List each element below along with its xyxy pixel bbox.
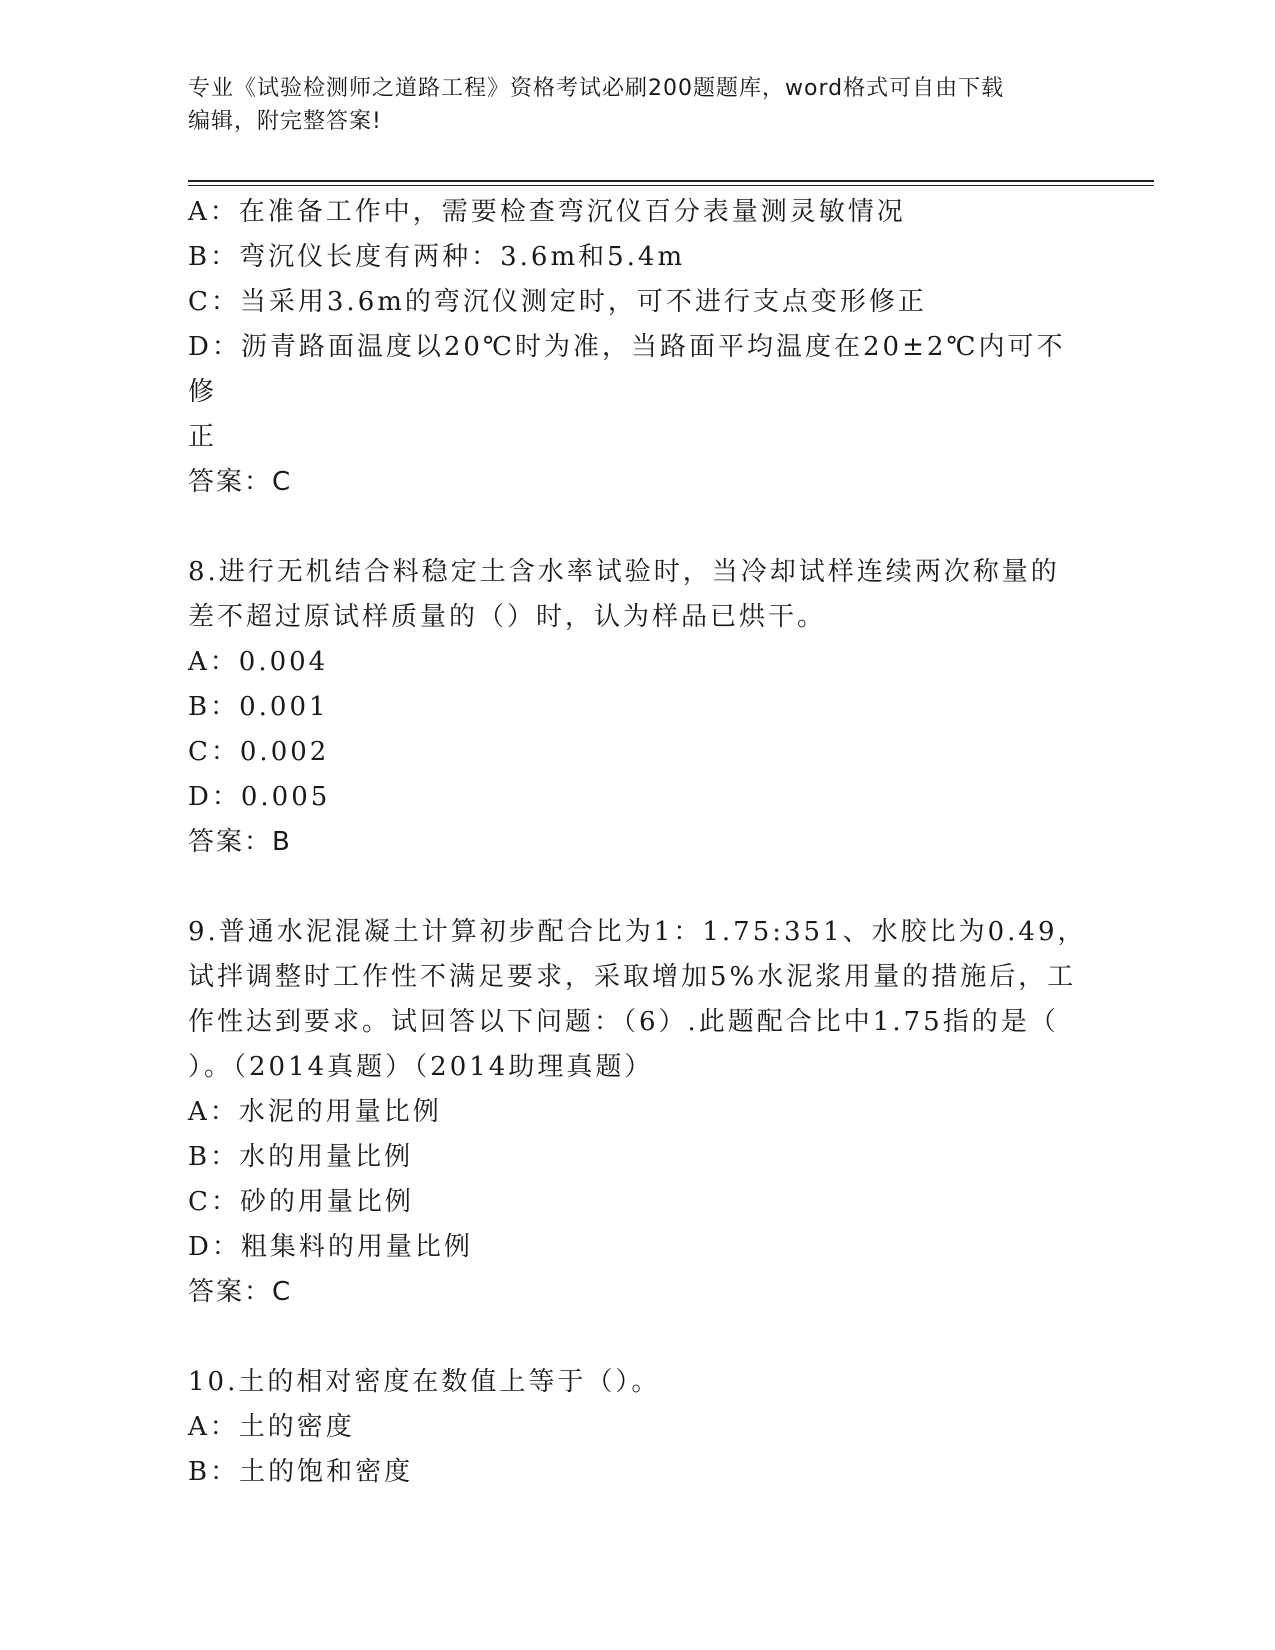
question-8 [188, 550, 1088, 865]
option-b: B：弯沉仪长度有两种：3.6m和5.4m [188, 242, 686, 272]
question-stem: 10.土的相对密度在数值上等于（）。 [188, 1367, 661, 1397]
option-c: C：砂的用量比例 [188, 1187, 414, 1217]
option-b: B：0.001 [188, 692, 329, 722]
question-stem: 9.普通水泥混凝土计算初步配合比为1：1.75:351、水胶比为0.49， [188, 917, 1087, 947]
answer-line: 答案：C [188, 1277, 293, 1307]
question-9 [188, 910, 1088, 1315]
spacer [188, 1315, 1088, 1360]
option-d: D：粗集料的用量比例 [188, 1232, 473, 1262]
header-title-line-2: 编辑，附完整答案! [188, 109, 382, 134]
option-a: A：土的密度 [188, 1412, 355, 1442]
header-title-line-1: 专业《试验检测师之道路工程》资格考试必刷200题题库，word格式可自由下载 [188, 76, 1005, 101]
question-10 [188, 1360, 1088, 1495]
question-list [188, 190, 1088, 1495]
question-stem-continued: 作性达到要求。试回答以下问题：（6）.此题配合比中1.75指的是（ [188, 1007, 1059, 1037]
option-d-continued: 正 [188, 422, 218, 452]
question-stem-continued: ）。（2014真题）（2014助理真题） [188, 1052, 654, 1082]
answer-line: 答案：B [188, 827, 292, 857]
header-divider-thin [188, 185, 1154, 186]
answer-line: 答案：C [188, 467, 293, 497]
option-d: D：沥青路面温度以20℃时为准，当路面平均温度在20±2℃内可不修 [188, 332, 1066, 407]
option-b: B：土的饱和密度 [188, 1457, 414, 1487]
question-stem-continued: 试拌调整时工作性不满足要求，采取增加5%水泥浆用量的措施后，工 [188, 962, 1077, 992]
header-divider-thick [188, 180, 1154, 182]
question-stem: 8.进行无机结合料稳定土含水率试验时，当冷却试样连续两次称量的 [188, 557, 1060, 587]
question-7 [188, 190, 1088, 505]
option-a: A：在准备工作中，需要检查弯沉仪百分表量测灵敏情况 [188, 197, 906, 227]
document-header [188, 72, 1088, 138]
option-c: C：当采用3.6m的弯沉仪测定时，可不进行支点变形修正 [188, 287, 927, 317]
spacer [188, 865, 1088, 910]
question-stem-continued: 差不超过原试样质量的（）时，认为样品已烘干。 [188, 602, 827, 632]
option-a: A：0.004 [188, 647, 329, 677]
option-c: C：0.002 [188, 737, 330, 767]
option-d: D：0.005 [188, 782, 331, 812]
option-b: B：水的用量比例 [188, 1142, 414, 1172]
option-a: A：水泥的用量比例 [188, 1097, 442, 1127]
spacer [188, 505, 1088, 550]
